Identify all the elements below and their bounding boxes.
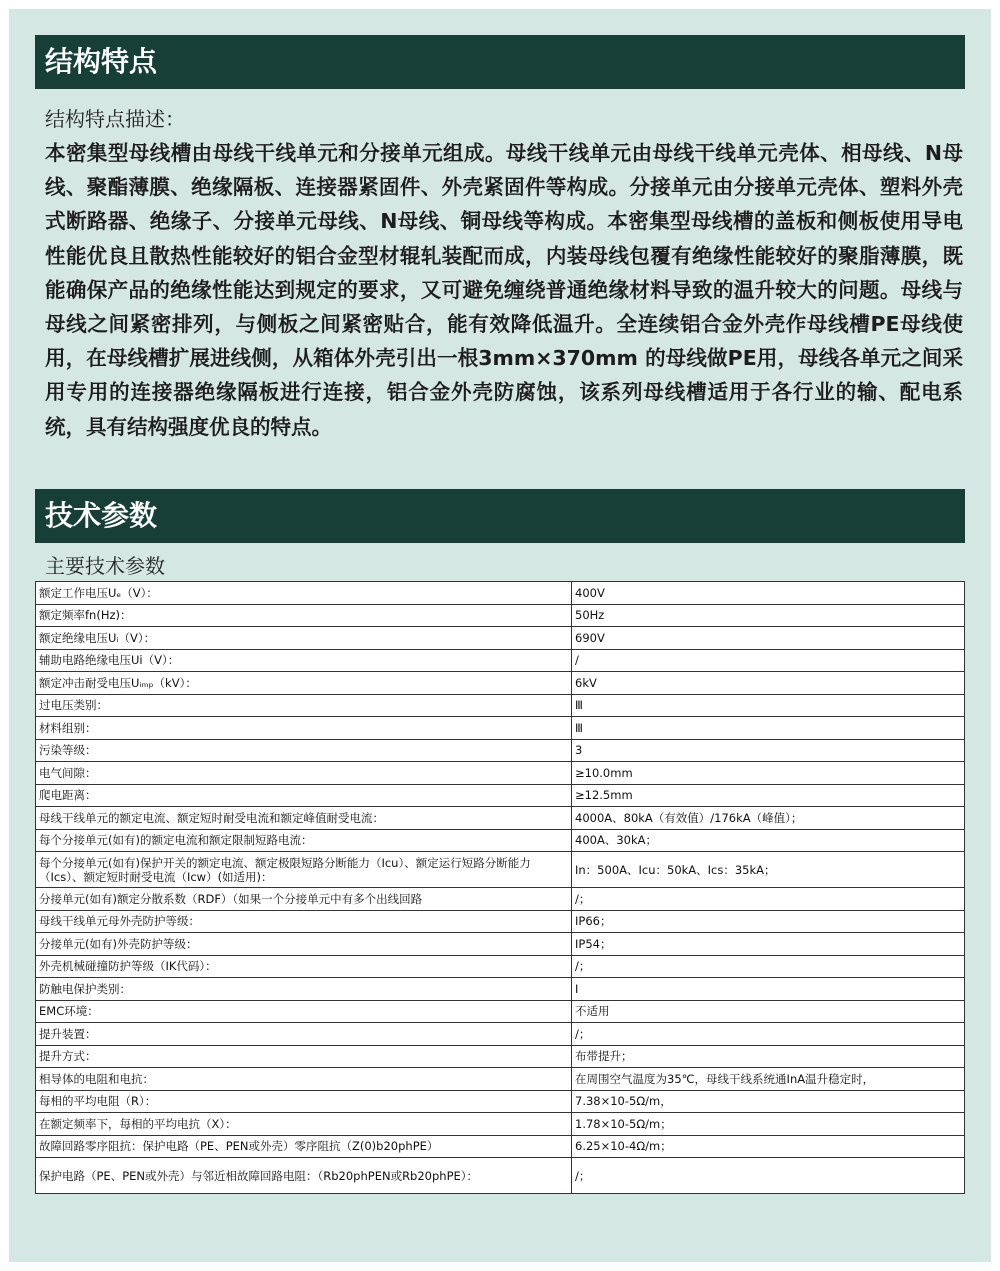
table-row xyxy=(36,1068,965,1091)
table-row xyxy=(36,955,965,978)
table-row xyxy=(36,1000,965,1023)
table-row xyxy=(36,978,965,1001)
param-name-cell: 母线干线单元的额定电流、额定短时耐受电流和额定峰值耐受电流： xyxy=(36,807,572,830)
table-row xyxy=(36,582,965,605)
param-value-cell: 不适用 xyxy=(572,1000,965,1023)
section-title-tech-params: 技术参数 xyxy=(35,489,965,543)
param-value-cell: /； xyxy=(572,1023,965,1046)
param-name-cell: 提升装置： xyxy=(36,1023,572,1046)
table-row xyxy=(36,649,965,672)
param-value-cell: 400A、30kA； xyxy=(572,829,965,852)
table-row xyxy=(36,762,965,785)
param-name-cell: 外壳机械碰撞防护等级（IK代码）： xyxy=(36,955,572,978)
param-name-cell: 在额定频率下，每相的平均电抗（X）： xyxy=(36,1113,572,1136)
param-name-cell: 防触电保护类别： xyxy=(36,978,572,1001)
table-row xyxy=(36,852,965,888)
param-name-cell: 额定绝缘电压Uᵢ（V）： xyxy=(36,627,572,650)
param-value-cell: 690V xyxy=(572,627,965,650)
table-row xyxy=(36,1135,965,1158)
param-name-cell: 材料组别： xyxy=(36,717,572,740)
param-name-cell: 辅助电路绝缘电压Ui（V）： xyxy=(36,649,572,672)
param-name-cell: 分接单元(如有)额定分散系数（RDF）（如果一个分接单元中有多个出线回路 xyxy=(36,888,572,911)
param-value-cell: Ⅲ xyxy=(572,717,965,740)
param-name-cell: 每个分接单元(如有)保护开关的额定电流、额定极限短路分断能力（Icu）、额定运行短路分断能力（Ics）、额定短时耐受电流（Icw）(如适用)： xyxy=(36,852,572,888)
param-value-cell: 4000A、80kA（有效值）/176kA（峰值）； xyxy=(572,807,965,830)
table-row xyxy=(36,1023,965,1046)
param-name-cell: 过电压类别： xyxy=(36,694,572,717)
table-row xyxy=(36,672,965,695)
param-value-cell: Ⅰ xyxy=(572,978,965,1001)
param-name-cell: 每相的平均电阻（R）： xyxy=(36,1090,572,1113)
param-name-cell: 故障回路零序阻抗：保护电路（PE、PEN或外壳）零序阻抗（Z(0)b20phPE） xyxy=(36,1135,572,1158)
table-row xyxy=(36,1158,965,1194)
table-row xyxy=(36,1113,965,1136)
table-row xyxy=(36,694,965,717)
param-name-cell: 爬电距离： xyxy=(36,784,572,807)
param-name-cell: EMC环境： xyxy=(36,1000,572,1023)
param-value-cell: IP66； xyxy=(572,910,965,933)
param-value-cell: 50Hz xyxy=(572,604,965,627)
param-name-cell: 相导体的电阻和电抗： xyxy=(36,1068,572,1091)
param-value-cell: 6.25×10-4Ω/m； xyxy=(572,1135,965,1158)
tech-params-table xyxy=(35,581,965,1194)
param-name-cell: 母线干线单元母外壳防护等级： xyxy=(36,910,572,933)
param-value-cell: /； xyxy=(572,888,965,911)
table-row xyxy=(36,1090,965,1113)
param-value-cell: /； xyxy=(572,1158,965,1194)
table-row xyxy=(36,888,965,911)
table-row xyxy=(36,829,965,852)
param-value-cell: IP54； xyxy=(572,933,965,956)
param-name-cell: 提升方式： xyxy=(36,1045,572,1068)
param-value-cell: 6kV xyxy=(572,672,965,695)
table-row xyxy=(36,604,965,627)
param-name-cell: 额定频率fn(Hz)： xyxy=(36,604,572,627)
table-row xyxy=(36,627,965,650)
table-row xyxy=(36,933,965,956)
param-value-cell: 400V xyxy=(572,582,965,605)
param-name-cell: 电气间隙： xyxy=(36,762,572,785)
param-value-cell: Ⅲ xyxy=(572,694,965,717)
param-name-cell: 分接单元(如有)外壳防护等级： xyxy=(36,933,572,956)
param-value-cell: ≥12.5mm xyxy=(572,784,965,807)
structure-description: 本密集型母线槽由母线干线单元和分接单元组成。母线干线单元由母线干线单元壳体、相母线、N母线、聚酯薄膜、绝缘隔板、连接器紧固件、外壳紧固件等构成。分接单元由分接单元壳体、塑料外壳式断路器、绝缘子、分接单元母线、N母线、铜母线等构成。本密集型母线槽的盖板和侧板使用导电性能优良且散热性能较好的铝合金型材辊轧装配而成，内装母线包覆有绝缘性能较好的聚脂薄膜，既能确保产品的绝缘性能达到规定的要求，又可避免缠绕普通绝缘材料导致的温升较大的问题。母线与母线之间紧密排列，与侧板之间紧密贴合，能有效降低温升。全连续铝合金外壳作母线槽PE母线使用，在母线槽扩展进线侧，从箱体外壳引出一根3mm×370mm 的母线做PE用，母线各单元之间采用专用的连接器绝缘隔板进行连接，铝合金外壳防腐蚀，该系列母线槽适用于各行业的输、配电系统，具有结构强度优良的特点。 xyxy=(45,141,963,439)
param-value-cell: ≥10.0mm xyxy=(572,762,965,785)
table-row xyxy=(36,910,965,933)
param-value-cell: / xyxy=(572,649,965,672)
param-value-cell: 7.38×10-5Ω/m， xyxy=(572,1090,965,1113)
table-row xyxy=(36,1045,965,1068)
param-value-cell: 3 xyxy=(572,739,965,762)
table-row xyxy=(36,739,965,762)
param-value-cell: In：500A、Icu：50kA、Ics：35kA； xyxy=(572,852,965,888)
param-value-cell: /； xyxy=(572,955,965,978)
param-value-cell: 1.78×10-5Ω/m； xyxy=(572,1113,965,1136)
table-row xyxy=(36,807,965,830)
param-name-cell: 污染等级： xyxy=(36,739,572,762)
param-value-cell: 布带提升； xyxy=(572,1045,965,1068)
param-name-cell: 额定工作电压Uₑ（V）： xyxy=(36,582,572,605)
param-name-cell: 保护电路（PE、PEN或外壳）与邻近相故障回路电阻：（Rb20phPEN或Rb20phPE）： xyxy=(36,1158,572,1194)
param-name-cell: 每个分接单元(如有)的额定电流和额定限制短路电流： xyxy=(36,829,572,852)
structure-subtitle: 结构特点描述： xyxy=(45,107,185,131)
tech-params-subtitle: 主要技术参数 xyxy=(45,554,165,578)
param-name-cell: 额定冲击耐受电压Uᵢₘₚ（kV）： xyxy=(36,672,572,695)
table-row xyxy=(36,717,965,740)
table-row xyxy=(36,784,965,807)
param-value-cell: 在周围空气温度为35℃，母线干线系统通InA温升稳定时， xyxy=(572,1068,965,1091)
section-title-structure: 结构特点 xyxy=(35,35,965,89)
